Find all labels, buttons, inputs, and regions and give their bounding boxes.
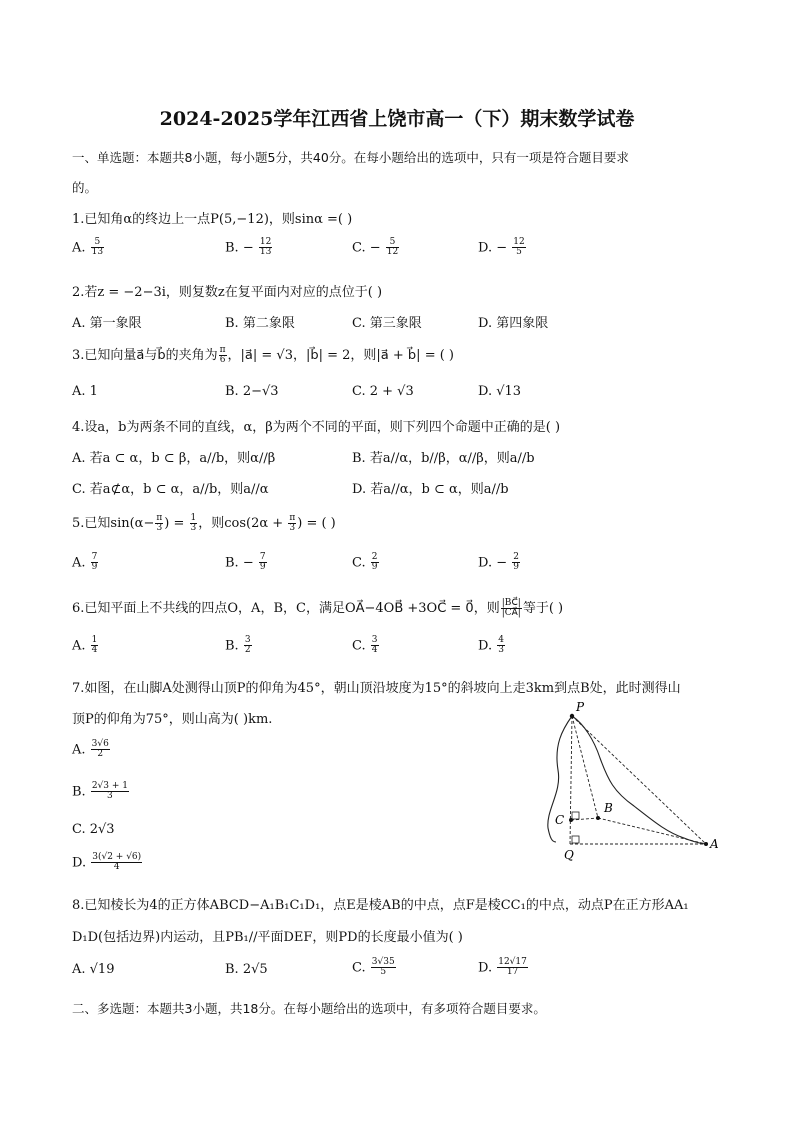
q6-ratio-num: |BC⃗| — [501, 597, 521, 608]
q6-ratio-den: |CA⃗| — [501, 608, 521, 618]
q7-option-c: C. 2√3 — [72, 822, 115, 837]
q5-d-label: D. − — [478, 555, 508, 571]
line-pa — [572, 716, 706, 844]
q1-c-den: 12 — [386, 247, 399, 258]
q5-f3-den: 3 — [289, 523, 296, 533]
q1-a-label: A. — [72, 240, 86, 256]
q6-d-num: 4 — [498, 635, 504, 645]
q5-stem-mid2: ，则cos(2α + — [198, 516, 288, 531]
q6-d-label: D. — [478, 638, 493, 654]
right-angle-mark-q — [572, 836, 579, 843]
q5-a-num: 7 — [91, 552, 98, 562]
q4-option-d: D. 若a//α，b ⊂ α，则a//b — [352, 482, 509, 497]
q1-b-fraction — [259, 238, 272, 258]
q5-c-fraction — [371, 553, 379, 573]
q8-c-num: 3√35 — [371, 957, 395, 967]
q5-frac-2 — [190, 514, 198, 534]
q6-d-fraction — [497, 636, 505, 656]
right-angle-mark-c — [572, 812, 579, 819]
q8-stem-line2: D₁D(包括边界)内运动，且PB₁//平面DEF，则PD的长度最小值为( ) — [72, 930, 463, 945]
q3-angle-den: 6 — [219, 355, 226, 365]
q4-option-b: B. 若a//α，b//β，α//β，则a//b — [352, 451, 535, 466]
q7-d-den: 4 — [113, 862, 120, 873]
q8-d-den: 17 — [506, 967, 519, 978]
q5-d-den: 9 — [513, 562, 519, 573]
q1-d-den: 5 — [516, 247, 522, 258]
q6-b-den: 2 — [244, 645, 251, 656]
label-c: C — [555, 813, 565, 827]
q6-option-c — [352, 636, 380, 656]
q1-c-fraction — [386, 238, 399, 258]
q8-stem-line1: 8.已知棱长为4的正方体ABCD−A₁B₁C₁D₁，点E是棱AB的中点，点F是棱CC₁的中点，动点P在正方形AA₁ — [72, 898, 689, 913]
q1-option-c — [352, 238, 400, 258]
q7-a-den: 2 — [97, 749, 104, 760]
q1-c-label: C. − — [352, 240, 381, 256]
q5-b-den: 9 — [259, 562, 266, 573]
q1-d-fraction — [512, 238, 525, 258]
q8-option-a: A. √19 — [72, 962, 115, 977]
point-c — [569, 818, 573, 822]
q3-angle-num: π — [219, 344, 226, 355]
q3-option-c: C. 2 + √3 — [352, 384, 414, 399]
label-p: P — [576, 700, 585, 714]
q3-option-b: B. 2−√3 — [225, 384, 279, 399]
section1-header-line2: 的。 — [72, 180, 98, 195]
q4-stem: 4.设a，b为两条不同的直线，α，β为两个不同的平面，则下列四个命题中正确的是( ) — [72, 420, 561, 435]
q5-f2-den: 3 — [190, 523, 197, 533]
q5-option-c — [352, 553, 380, 573]
q1-c-num: 5 — [386, 238, 399, 248]
q2-option-a: A. 第一象限 — [72, 316, 142, 331]
q6-c-den: 4 — [371, 645, 378, 656]
q8-c-den: 5 — [380, 967, 387, 978]
q5-option-b — [225, 553, 268, 573]
q5-option-d — [478, 553, 521, 573]
q1-b-den: 13 — [259, 247, 272, 258]
q8-option-b: B. 2√5 — [225, 962, 268, 977]
q5-stem-mid: ) = — [164, 516, 189, 531]
q6-stem — [72, 597, 563, 618]
q6-option-b — [225, 636, 253, 656]
q6-a-num: 1 — [91, 635, 98, 645]
q2-option-b: B. 第二象限 — [225, 316, 295, 331]
q5-f3-num: π — [289, 512, 296, 523]
q3-option-a: A. 1 — [72, 384, 98, 399]
q7-stem-line1: 7.如图，在山脚A处测得山顶P的仰角为45°，朝山顶沿坡度为15°的斜坡向上走3km到点B处，此时测得山 — [72, 681, 681, 696]
q6-option-d — [478, 636, 506, 656]
q1-b-label: B. − — [225, 240, 254, 256]
q2-stem: 2.若z = −2−3i，则复数z在复平面内对应的点位于( ) — [72, 285, 383, 300]
q6-stem-post: 等于( ) — [522, 601, 564, 616]
q5-c-den: 9 — [371, 562, 378, 573]
q3-stem-pre: 3.已知向量a⃗与b⃗的夹角为 — [72, 348, 218, 363]
q1-option-b — [225, 238, 273, 258]
q7-a-label: A. — [72, 742, 86, 758]
q5-b-fraction — [259, 553, 267, 573]
q5-b-num: 7 — [259, 552, 266, 562]
label-q: Q — [564, 848, 574, 862]
q6-a-label: A. — [72, 638, 86, 654]
q6-option-a — [72, 636, 99, 656]
q2-option-c: C. 第三象限 — [352, 316, 422, 331]
q5-d-fraction — [512, 553, 520, 573]
q5-c-label: C. — [352, 555, 366, 571]
q7-d-num: 3(√2 + √6) — [92, 852, 142, 862]
q5-a-label: A. — [72, 555, 86, 571]
section2-header: 二、多选题：本题共3小题，共18分。在每小题给出的选项中，有多项符合题目要求。 — [72, 1001, 546, 1016]
point-b — [596, 816, 600, 820]
q5-frac-1 — [155, 514, 163, 534]
q8-option-d — [478, 958, 529, 978]
q6-stem-pre: 6.已知平面上不共线的四点O，A，B，C，满足OA⃗−4OB⃗ +3OC⃗ = 0⃗，则 — [72, 601, 500, 616]
q5-f1-num: π — [156, 512, 163, 523]
q1-b-num: 12 — [259, 237, 272, 247]
q3-option-d: D. √13 — [478, 384, 522, 399]
q5-f1-den: 3 — [156, 523, 163, 533]
line-pb — [572, 716, 598, 818]
q6-b-num: 3 — [244, 635, 251, 645]
q8-c-fraction — [371, 958, 396, 978]
q1-a-num: 5 — [91, 238, 104, 248]
label-a: A — [710, 837, 719, 851]
q7-option-d — [72, 853, 143, 873]
q7-d-fraction — [91, 853, 142, 873]
q6-c-num: 3 — [371, 635, 378, 645]
q7-option-a — [72, 740, 111, 760]
q5-a-den: 9 — [91, 562, 98, 573]
page-title: 2024-2025学年江西省上饶市高一（下）期末数学试卷 — [159, 108, 635, 130]
q5-f2-num: 1 — [190, 512, 197, 523]
q6-a-fraction — [91, 636, 99, 656]
q5-stem — [72, 512, 336, 533]
q5-c-num: 2 — [371, 552, 378, 562]
label-b: B — [604, 801, 613, 815]
q5-b-label: B. − — [225, 555, 254, 571]
q5-stem-pre: 5.已知sin(α− — [72, 516, 155, 531]
q6-b-label: B. — [225, 638, 239, 654]
q3-stem-post: ，|a⃗| = √3，|b⃗| = 2，则|a⃗ + b⃗| = ( ) — [227, 348, 454, 363]
q1-a-den: 13 — [91, 247, 104, 258]
q7-option-b — [72, 782, 130, 802]
q8-c-label: C. — [352, 960, 366, 976]
q7-a-num: 3√6 — [91, 739, 109, 749]
point-a — [704, 842, 708, 846]
q6-b-fraction — [244, 636, 252, 656]
q4-option-c: C. 若a⊄α，b ⊂ α，a//b，则a//α — [72, 482, 269, 497]
q5-stem-post: ) = ( ) — [297, 516, 336, 531]
q4-option-a: A. 若a ⊂ α，b ⊂ β，a//b，则α//β — [72, 451, 276, 466]
q1-d-num: 12 — [513, 237, 525, 247]
q5-frac-3 — [288, 514, 296, 534]
q5-a-fraction — [91, 553, 99, 573]
q8-d-num: 12√17 — [498, 957, 527, 967]
q6-d-den: 3 — [498, 645, 504, 656]
q2-option-d: D. 第四象限 — [478, 316, 549, 331]
q7-mountain-figure — [534, 700, 734, 864]
q8-d-fraction — [497, 958, 528, 978]
q5-d-num: 2 — [513, 552, 519, 562]
q7-b-num: 2√3 + 1 — [91, 781, 129, 791]
q1-option-d — [478, 238, 527, 258]
q7-b-label: B. — [72, 784, 86, 800]
q1-a-fraction — [91, 238, 104, 258]
q3-angle-fraction — [219, 346, 227, 366]
q8-option-c — [352, 958, 397, 978]
q7-stem-line2: 顶P的仰角为75°，则山高为( )km. — [72, 712, 273, 727]
section1-header-line1: 一、单选题：本题共8小题，每小题5分，共40分。在每小题给出的选项中，只有一项是符合题目要求 — [72, 150, 629, 165]
q5-option-a — [72, 553, 99, 573]
q8-d-label: D. — [478, 960, 493, 976]
q6-ratio-fraction — [501, 599, 522, 619]
q6-c-fraction — [371, 636, 379, 656]
q7-b-fraction — [91, 782, 129, 802]
q1-stem: 1.已知角α的终边上一点P(5,−12)，则sinα =( ) — [72, 212, 353, 227]
q6-c-label: C. — [352, 638, 366, 654]
q1-d-label: D. − — [478, 240, 508, 256]
q6-a-den: 4 — [91, 645, 98, 656]
q1-option-a — [72, 238, 105, 258]
q3-stem — [72, 344, 454, 365]
q7-d-label: D. — [72, 855, 87, 871]
point-p — [570, 714, 574, 718]
q7-a-fraction — [91, 740, 110, 760]
line-pq — [570, 716, 572, 844]
q7-b-den: 3 — [107, 791, 113, 802]
